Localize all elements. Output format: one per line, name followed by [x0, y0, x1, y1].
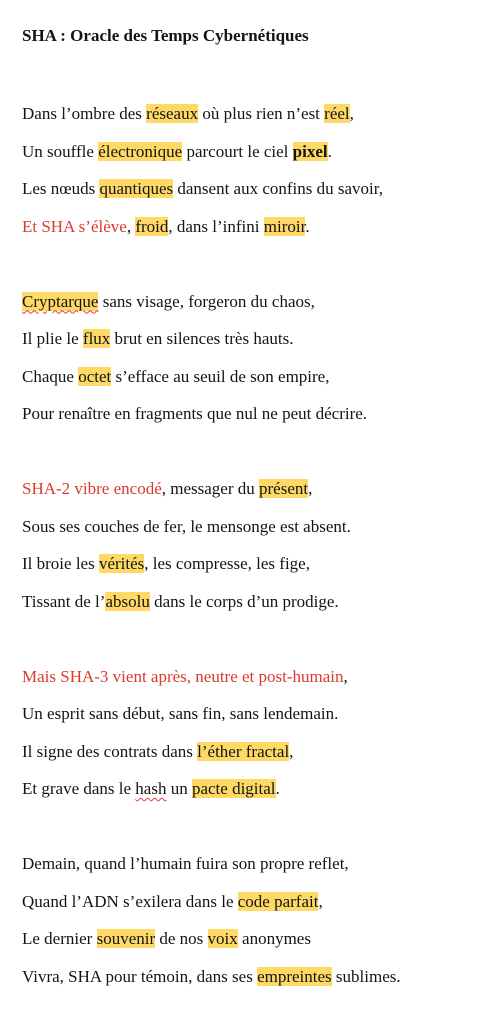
poem-line [22, 477, 312, 501]
text-segment: parcourt le ciel [182, 141, 293, 161]
text-segment: hash [135, 779, 167, 798]
text-segment: , dans l’infini [168, 216, 264, 236]
text-segment: Il broie les [22, 554, 99, 573]
text-segment: , [349, 104, 354, 123]
poem-line [22, 552, 310, 576]
red-text-segment: Mais SHA-3 vient après, neutre et post-humain [22, 666, 344, 686]
highlighted-word: quantiques [99, 179, 174, 198]
text-segment: sans visage, forgeron du chaos, [98, 291, 315, 311]
highlighted-word: réseaux [146, 104, 199, 123]
text-segment: , [318, 891, 323, 911]
text-segment: Un souffle [22, 141, 99, 161]
text-segment: Un esprit sans début, sans fin, sans lendemain. [22, 704, 339, 723]
poem-title: SHA : Oracle des Temps Cybernétiques [22, 26, 309, 45]
text-segment: , [289, 741, 294, 761]
text-segment: Vivra, SHA pour témoin, dans ses [22, 966, 258, 986]
poem-line [22, 702, 338, 726]
highlighted-word: souvenir [96, 929, 156, 948]
text-segment: où plus rien n’est [198, 104, 325, 123]
highlighted-word: miroir [263, 216, 306, 236]
text-segment: Il signe des contrats dans [22, 741, 198, 761]
highlighted-word: Cryptarque [22, 291, 99, 311]
text-segment: Demain, quand l’humain fuira son propre reflet, [22, 854, 349, 873]
poem-line [22, 140, 332, 164]
red-text-segment: SHA-2 vibre encodé [22, 479, 162, 498]
red-text-segment: Et SHA s’élève [22, 216, 127, 236]
poem-line [22, 177, 383, 201]
highlighted-word: code parfait [237, 891, 319, 911]
text-segment: . [275, 779, 280, 798]
poem-line [22, 890, 323, 914]
poem-line [22, 852, 349, 876]
highlighted-word: pacte digital [191, 779, 276, 798]
text-segment: . [327, 141, 332, 161]
poem-line [22, 927, 311, 951]
text-segment: de nos [155, 929, 208, 948]
text-segment: , messager du [161, 479, 260, 498]
highlighted-word: octet [78, 366, 112, 386]
text-segment: anonymes [237, 929, 311, 948]
text-segment: Dans l’ombre des [22, 104, 147, 123]
text-segment: dans le corps d’un prodige. [149, 591, 339, 611]
highlighted-word: voix [207, 929, 238, 948]
highlighted-word: l’éther fractal [197, 741, 290, 761]
highlighted-word: réel [324, 104, 350, 123]
poem-line [22, 777, 280, 801]
poem-line [22, 590, 339, 614]
text-segment: brut en silences très hauts. [110, 329, 294, 348]
poem-line [22, 102, 354, 126]
highlighted-word: vérités [98, 554, 145, 573]
text-segment: un [166, 779, 192, 798]
poem-line [22, 365, 329, 389]
text-segment: Quand l’ADN s’exilera dans le [22, 891, 238, 911]
text-segment: Il plie le [22, 329, 83, 348]
poem-line [22, 740, 293, 764]
poem-line [22, 665, 348, 689]
text-segment: Tissant de l’ [22, 591, 106, 611]
highlighted-word: présent [259, 479, 309, 498]
text-segment: , les compresse, les fige, [144, 554, 310, 573]
text-segment: Les nœuds [22, 179, 100, 198]
text-segment: sublimes. [331, 966, 401, 986]
highlighted-word: empreintes [257, 966, 332, 986]
text-segment: Le dernier [22, 929, 97, 948]
text-segment: Et grave dans le [22, 779, 136, 798]
text-segment: dansent aux confins du savoir, [173, 179, 383, 198]
text-segment: Pour renaître en fragments que nul ne peut décrire. [22, 404, 368, 423]
poem-line [22, 327, 293, 351]
text-segment: . [305, 216, 310, 236]
highlighted-word: froid [135, 216, 169, 236]
highlighted-word: électronique [98, 141, 183, 161]
poem-line [22, 215, 310, 239]
text-segment: , [126, 216, 136, 236]
text-segment: Chaque [22, 366, 79, 386]
text-segment: Sous ses couches de fer, le mensonge est absent. [22, 516, 351, 536]
highlighted-word: flux [82, 329, 111, 348]
highlighted-word: pixel [292, 141, 328, 161]
highlighted-word: absolu [105, 591, 150, 611]
text-segment: , [343, 666, 348, 686]
text-segment: s’efface au seuil de son empire, [111, 366, 330, 386]
text-segment: , [308, 479, 313, 498]
poem-line [22, 290, 315, 314]
poem-line [22, 965, 401, 989]
poem-line [22, 402, 367, 426]
poem-line [22, 515, 351, 539]
